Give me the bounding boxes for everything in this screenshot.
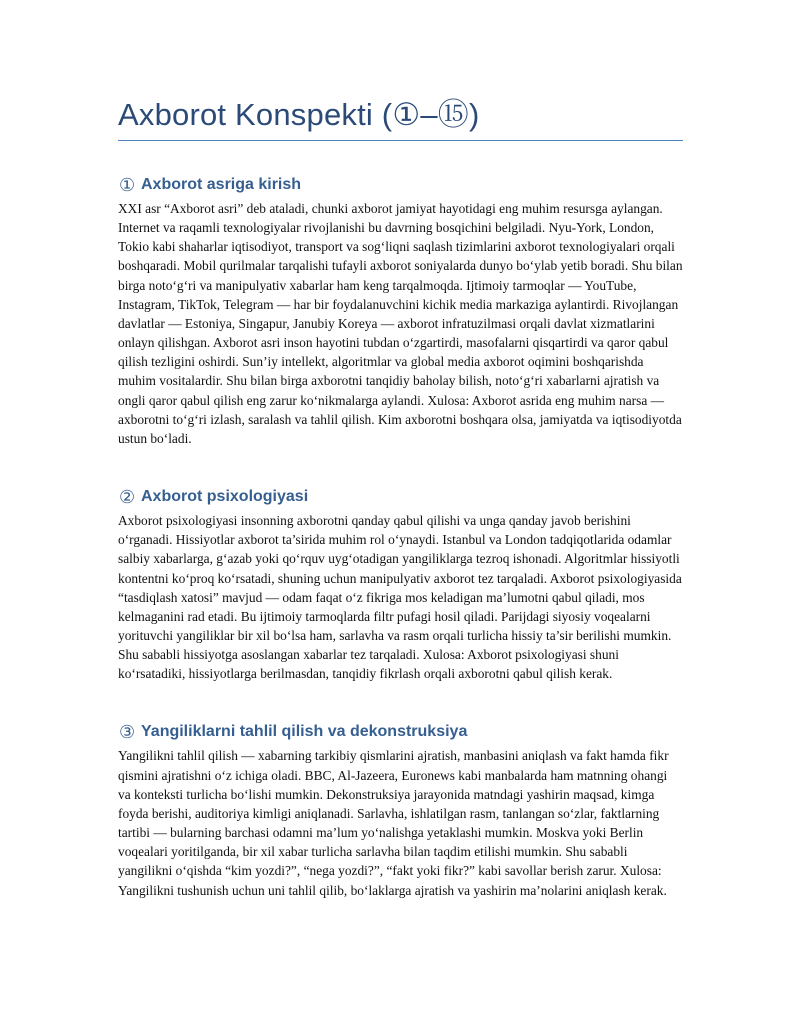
section-number: ② bbox=[119, 486, 136, 507]
section-3 bbox=[118, 721, 683, 899]
section-heading bbox=[118, 486, 683, 508]
section-body: Axborot psixologiyasi insonning axborotni qanday qabul qilishi va unga qanday javob berishini o‘rganadi. Hissiyotlar axborot ta’sirida muhim rol o‘ynaydi. Istanbul va London tadqiqotlarida odamlar salbiy xabarlarga, g‘azab yoki qo‘rquv uyg‘otadigan yangiliklarga tezroq ishonadi. Algoritmlar hissiyotli kontentni ko‘proq ko‘rsatadi, shuning uchun manipulyativ axborot tez tarqaladi. Axborot psixologiyasida “tasdiqlash xatosi” mavjud — odam faqat o‘z fikriga mos keladigan ma’lumotni qabul qiladi, mos kelmaganini rad etadi. Bu ijtimoiy tarmoqlarda filtr pufagi hosil qiladi. Parijdagi siyosiy voqealarni yorituvchi yangiliklar bir xil bo‘lsa ham, sarlavha va rasm orqali turlicha hissiy ta’sir berilishi mumkin. Shu sababli hissiyotga asoslangan xabarlar tez tarqaladi. Xulosa: Axborot psixologiyasi shuni ko‘rsatadiki, hissiyotlarga berilmasdan, tanqidiy fikrlash orqali axborotni qabul qilish kerak. bbox=[118, 513, 682, 682]
section-number: ① bbox=[119, 174, 136, 195]
section-body: Yangilikni tahlil qilish — xabarning tarkibiy qismlarini ajratish, manbasini aniqlash va fakt hamda fikr qismini ajratishni o‘z ichiga oladi. BBC, Al-Jazeera, Euronews kabi manbalarda ham matnning ohangi va konteksti turlicha bo‘lishi mumkin. Dekonstruksiya jarayonida matndagi yashirin maqsad, kimga foyda berishi, auditoriya kimligi aniqlanadi. Sarlavha, ishlatilgan rasm, tanlangan so‘zlar, faktlarning tartibi — bularning barchasi odamni ma’lum yo‘nalishga yetaklashi mumkin. Moskva yoki Berlin voqealari yoritilganda, bir xil xabar turlicha sarlavha bilan taqdim etilishi mumkin. Shu sababli yangilikni o‘qishda “kim yozdi?”, “nega yozdi?”, “fakt yoki fikr?” kabi savollar berish zarur. Xulosa: Yangilikni tushunish uchun uni tahlil qilib, bo‘laklarga ajratish va yashirin ma’nolarini aniqlash kerak. bbox=[118, 748, 669, 898]
section-heading bbox=[118, 174, 683, 196]
title-divider bbox=[118, 140, 683, 141]
document-title: Axborot Konspekti (①–⑮) bbox=[118, 97, 480, 132]
section-heading bbox=[118, 721, 683, 743]
section-number: ③ bbox=[119, 721, 136, 742]
section-1 bbox=[118, 174, 683, 448]
document-page bbox=[118, 0, 683, 900]
section-2 bbox=[118, 486, 683, 683]
section-heading-text: Axborot asriga kirish bbox=[141, 176, 302, 193]
section-heading-text: Axborot psixologiyasi bbox=[141, 488, 309, 506]
section-heading-text: Yangiliklarni tahlil qilish va dekonstruksiya bbox=[141, 723, 468, 741]
section-body: XXI asr “Axborot asri” deb ataladi, chunki axborot jamiyat hayotidagi eng muhim resursga aylangan. Internet va raqamli texnologiyalar rivojlanishi bu davrning bosqichini belgiladi. Nyu-York, London, Tokio kabi shaharlar iqtisodiyot, transport va sog‘liqni saqlash tizimlarini axborot texnologiyalari orqali boshqaradi. Mobil qurilmalar tarqalishi tufayli axborot soniyalarda dunyo bo‘ylab yetib boradi. Shu bilan birga noto‘g‘ri va manipulyativ xabarlar ham keng tarqalmoqda. Ijtimoiy tarmoqlar — YouTube, Instagram, TikTok, Telegram — har bir foydalanuvchini kichik media markaziga aylantirdi. Rivojlangan davlatlar — Estoniya, Singapur, Janubiy Koreya — axborot infratuzilmasi orqali davlat xizmatlarini onlayn qilishgan. Axborot asri inson hayotini tubdan o‘zgartirdi, masofalarni qisqartirdi va qaror qabul qilish tezligini oshirdi. Sun’iy intellekt, algoritmlar va global media axborot oqimini boshqarishda muhim vositalardir. Shu bilan birga axborotni tanqidiy baholay bilish, noto‘g‘ri xabarlarni ajratish va ongli qaror qabul qilish eng zarur ko‘nikmalarga aylandi. Xulosa: Axborot asrida eng muhim narsa — axborotni to‘g‘ri izlash, saralash va tahlil qilish. Kim axborotni boshqara olsa, jamiyatda va iqtisodiyotda ustun bo‘ladi. bbox=[118, 201, 683, 446]
